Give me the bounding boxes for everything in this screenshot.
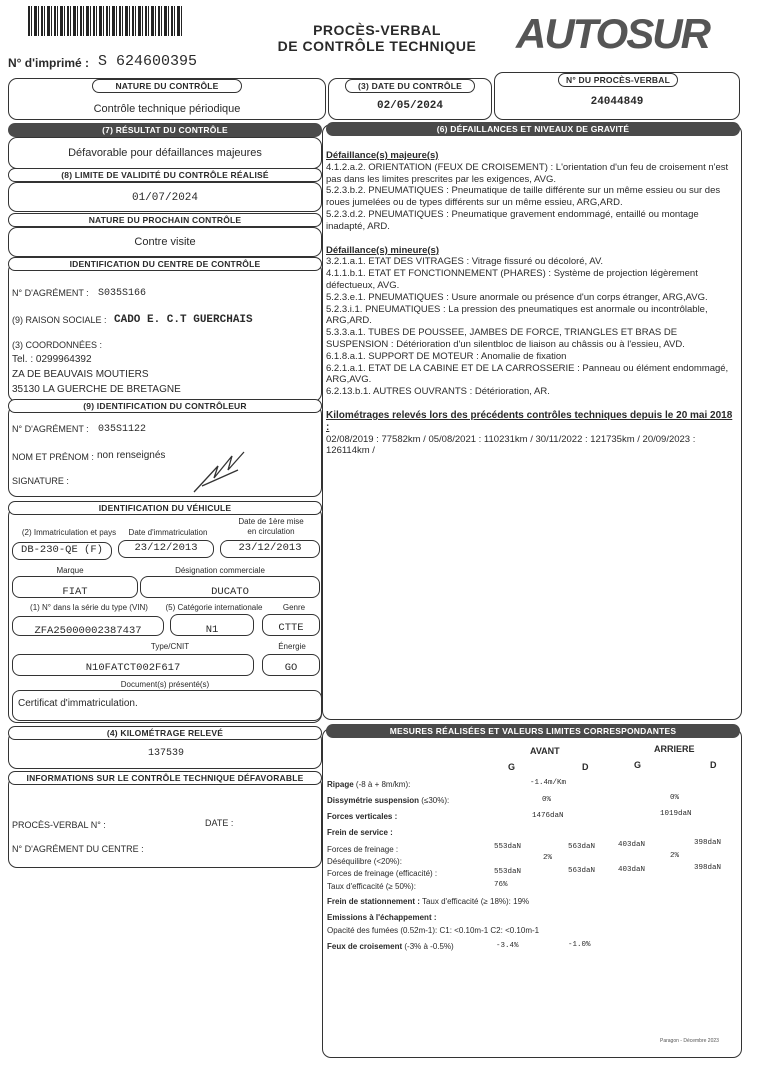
mineures-title: Défaillance(s) mineure(s): [326, 244, 439, 256]
feux-d: -1.0%: [568, 941, 591, 949]
defavorable-header: INFORMATIONS SUR LE CONTRÔLE TECHNIQUE DÉFAVORABLE: [8, 771, 322, 785]
immat-value: DB-230-QE (F): [12, 542, 112, 560]
centre-coord-label: (3) COORDONNÉES :: [12, 340, 103, 350]
majeure-item: 4.1.2.a.2. ORIENTATION (FEUX DE CROISEMENT) : L'orientation d'un feu de croisement n'est pas dans les limites prescrites par les exigences, AVG.: [326, 161, 729, 185]
marque-value: FIAT: [12, 576, 138, 598]
controleur-agrement-value: 035S1122: [98, 424, 147, 435]
feux-label: Feux de croisement: [327, 942, 403, 951]
desequilibre-label: Déséquilibre (<20%):: [327, 857, 402, 866]
mesures-box: [322, 728, 742, 1058]
genre-value: CTTE: [262, 614, 320, 636]
frein-service-label: Frein de service :: [327, 828, 393, 837]
mineure-item: 4.1.1.b.1. ETAT ET FONCTIONNEMENT (PHARES) : Système de projection légèrement défectueux, AVG.: [326, 268, 698, 291]
defavorable-agrement-label: N° D'AGRÉMENT DU CENTRE :: [12, 844, 144, 854]
defavorable-pv-label: PROCÈS-VERBAL N° :: [12, 820, 106, 830]
mineure-item: 3.2.1.a.1. ETAT DES VITRAGES : Vitrage fissuré ou décoloré, AV.: [326, 256, 604, 268]
resultat-header: (7) RÉSULTAT DU CONTRÔLE: [8, 123, 322, 137]
defaillances-header: (6) DÉFAILLANCES ET NIVEAUX DE GRAVITÉ: [326, 122, 740, 136]
arriere-d-label: D: [710, 760, 717, 770]
designation-value: DUCATO: [140, 576, 320, 598]
forces-label: Forces verticales :: [327, 812, 398, 821]
defavorable-date-label: DATE :: [205, 818, 234, 828]
docs-label: Document(s) présenté(s): [120, 680, 210, 689]
avant-g-label: G: [508, 762, 516, 772]
ripage-row: [327, 780, 410, 789]
footer-credit: Paragon - Décembre 2023: [660, 1038, 719, 1044]
ripage-value: -1.4m/Km: [530, 779, 567, 787]
km-history-title: Kilométrages relevés lors des précédents contrôles techniques depuis le 20 mai 2018 :: [326, 409, 733, 433]
mise-label1: Date de 1ère mise: [238, 517, 304, 526]
defaillances-content: [326, 150, 736, 457]
majeure-item: 5.2.3.b.2. PNEUMATIQUES : Pneumatique de taille différente sur un même essieu ou sur des roues jumelées ou de types différents sur un même essieu, ARG,ARD.: [326, 185, 721, 209]
efficace-ard: 398daN: [694, 864, 722, 872]
dissy-ar: 0%: [670, 794, 680, 802]
cat-value: N1: [170, 614, 254, 636]
freinage-avg: 553daN: [494, 843, 522, 851]
energie-value: GO: [262, 654, 320, 676]
vehicule-header: IDENTIFICATION DU VÉHICULE: [8, 501, 322, 515]
freinage-avd: 563daN: [568, 843, 596, 851]
mineure-item: 6.2.1.a.1. ETAT DE LA CABINE ET DE LA CARROSSERIE : Panneau ou élément endommagé, ARG,AVG.: [326, 362, 729, 386]
dissy-row: [327, 796, 449, 805]
validite-value: 01/07/2024: [131, 192, 198, 204]
dissy-label: Dissymétrie suspension: [327, 796, 420, 805]
title-line2: DE CONTRÔLE TECHNIQUE: [277, 38, 477, 54]
stationnement-row: [327, 897, 529, 906]
pv-header: N° DU PROCÈS-VERBAL: [558, 73, 678, 87]
taux-value: 76%: [494, 881, 508, 889]
efficace-avd: 563daN: [568, 867, 596, 875]
type-label: Type/CNIT: [150, 642, 190, 651]
energie-label: Énergie: [278, 642, 306, 651]
resultat-value: Défavorable pour défaillances majeures: [68, 147, 262, 159]
cat-label: (5) Catégorie internationale: [165, 603, 263, 612]
mise-label2: en circulation: [247, 527, 295, 536]
barcode: [28, 6, 184, 36]
docs-value: Certificat d'immatriculation.: [18, 698, 138, 709]
dissy-limit: (≤30%):: [421, 796, 450, 805]
majeure-item: 5.2.3.d.2. PNEUMATIQUES : Pneumatique gravement endommagé, entaillé ou montage inadapté, ARD.: [326, 208, 699, 232]
controleur-nom-value: non renseignés: [97, 450, 166, 461]
mineure-item: 5.3.3.a.1. TUBES DE POUSSEE, JAMBES DE FORCE, TRIANGLES ET BRAS DE SUSPENSION : Détérioration d'un silentbloc de liaison au châssis ou à l'essieu, AVD.: [326, 327, 685, 350]
centre-box: [8, 262, 322, 402]
km-history-text: 02/08/2019 : 77582km / 05/08/2021 : 110231km / 30/11/2022 : 121735km / 20/09/2023 : 126114km /: [326, 433, 696, 457]
designation-label: Désignation commerciale: [175, 566, 265, 575]
arriere-label: ARRIERE: [654, 744, 695, 754]
forces-av: 1476daN: [532, 812, 564, 820]
title-line1: PROCÈS-VERBAL: [313, 22, 441, 38]
validite-header: (8) LIMITE DE VALIDITÉ DU CONTRÔLE RÉALISÉ: [8, 168, 322, 182]
mesures-header: MESURES RÉALISÉES ET VALEURS LIMITES CORRESPONDANTES: [326, 724, 740, 738]
stationnement-value: Taux d'efficacité (≥ 18%): 19%: [421, 897, 530, 906]
freinage-label: Forces de freinage :: [327, 845, 399, 854]
vin-value: ZFA25000002387437: [12, 616, 164, 636]
avant-d-label: D: [582, 762, 589, 772]
imprime-value: S 624600395: [98, 53, 198, 70]
mineure-item: 5.2.3.e.1. PNEUMATIQUES : Usure anormale ou présence d'un corps étranger, ARG,AVG.: [326, 291, 708, 303]
centre-addr2: 35130 LA GUERCHE DE BRETAGNE: [12, 384, 181, 395]
majeures-title: Défaillance(s) majeure(s): [326, 150, 439, 161]
feux-g: -3.4%: [496, 942, 519, 950]
controleur-header: (9) IDENTIFICATION DU CONTRÔLEUR: [8, 399, 322, 413]
centre-tel: Tel. : 0299964392: [12, 354, 92, 365]
controleur-agrement-label: N° D'AGRÉMENT :: [12, 424, 89, 434]
desequilibre-ar: 2%: [670, 852, 680, 860]
efficace-avg: 553daN: [494, 868, 522, 876]
feux-row: [327, 942, 454, 951]
opacite-text: Opacité des fumées (0.52m-1): C1: <0.10m-1 C2: <0.10m-1: [327, 926, 540, 935]
mineure-item: 6.1.8.a.1. SUPPORT DE MOTEUR : Anomalie de fixation: [326, 350, 567, 362]
nature-header: NATURE DU CONTRÔLE: [92, 79, 242, 93]
centre-agrement-value: S035S166: [98, 288, 147, 299]
feux-limit: (-3% à -0.5%): [404, 942, 454, 951]
date-immat-label: Date d'immatriculation: [128, 528, 208, 537]
avant-label: AVANT: [530, 746, 560, 756]
mise-value: 23/12/2013: [220, 540, 320, 558]
taux-label: Taux d'efficacité (≥ 50%):: [327, 882, 416, 891]
imprime-label: N° d'imprimé :: [8, 56, 89, 70]
mineure-item: 6.2.13.b.1. AUTRES OUVRANTS : Détérioration, AR.: [326, 386, 550, 398]
pv-value: 24044849: [590, 96, 644, 108]
signature-scribble: [188, 448, 258, 496]
type-value: N10FATCT002F617: [12, 654, 254, 676]
vin-label: (1) N° dans la série du type (VIN): [30, 603, 148, 612]
prochain-header: NATURE DU PROCHAIN CONTRÔLE: [8, 213, 322, 227]
controleur-nom-label: NOM ET PRÉNOM :: [12, 452, 94, 462]
ripage-limit: (-8 à + 8m/km):: [355, 780, 411, 789]
centre-addr1: ZA DE BEAUVAIS MOUTIERS: [12, 369, 149, 380]
desequilibre-av: 2%: [543, 854, 553, 862]
ripage-label: Ripage: [327, 780, 354, 789]
km-value: 137539: [148, 748, 185, 759]
controleur-signature-label: SIGNATURE :: [12, 476, 69, 486]
centre-raison-label: (9) RAISON SOCIALE :: [12, 315, 107, 325]
freinage-ard: 398daN: [694, 839, 722, 847]
immat-label: (2) Immatriculation et pays: [21, 528, 117, 537]
emissions-label: Emissions à l'échappement :: [327, 913, 437, 922]
genre-label: Genre: [282, 603, 306, 612]
arriere-g-label: G: [634, 760, 642, 770]
mineure-item: 5.2.3.i.1. PNEUMATIQUES : La pression des pneumatiques est anormale ou incontrôlable, ARG,ARD.: [326, 303, 708, 327]
date-immat-value: 23/12/2013: [118, 540, 214, 558]
date-value: 02/05/2024: [376, 100, 443, 112]
forces-ar: 1019daN: [660, 810, 692, 818]
centre-agrement-label: N° D'AGRÉMENT :: [12, 288, 89, 298]
centre-header: IDENTIFICATION DU CENTRE DE CONTRÔLE: [8, 257, 322, 271]
centre-raison-value: CADO E. C.T GUERCHAIS: [114, 314, 253, 326]
marque-label: Marque: [56, 566, 84, 575]
freinage-arg: 403daN: [618, 841, 646, 849]
prochain-value: Contre visite: [134, 236, 196, 248]
dissy-av: 0%: [542, 796, 552, 804]
autosur-logo: AUTOSUR: [516, 10, 709, 57]
efficace-label: Forces de freinage (efficacité) :: [327, 869, 438, 878]
km-header: (4) KILOMÉTRAGE RELEVÉ: [8, 726, 322, 740]
stationnement-label: Frein de stationnement :: [327, 897, 420, 906]
nature-value: Contrôle technique périodique: [93, 103, 241, 115]
efficace-arg: 403daN: [618, 866, 646, 874]
date-header: (3) DATE DU CONTRÔLE: [345, 79, 475, 93]
